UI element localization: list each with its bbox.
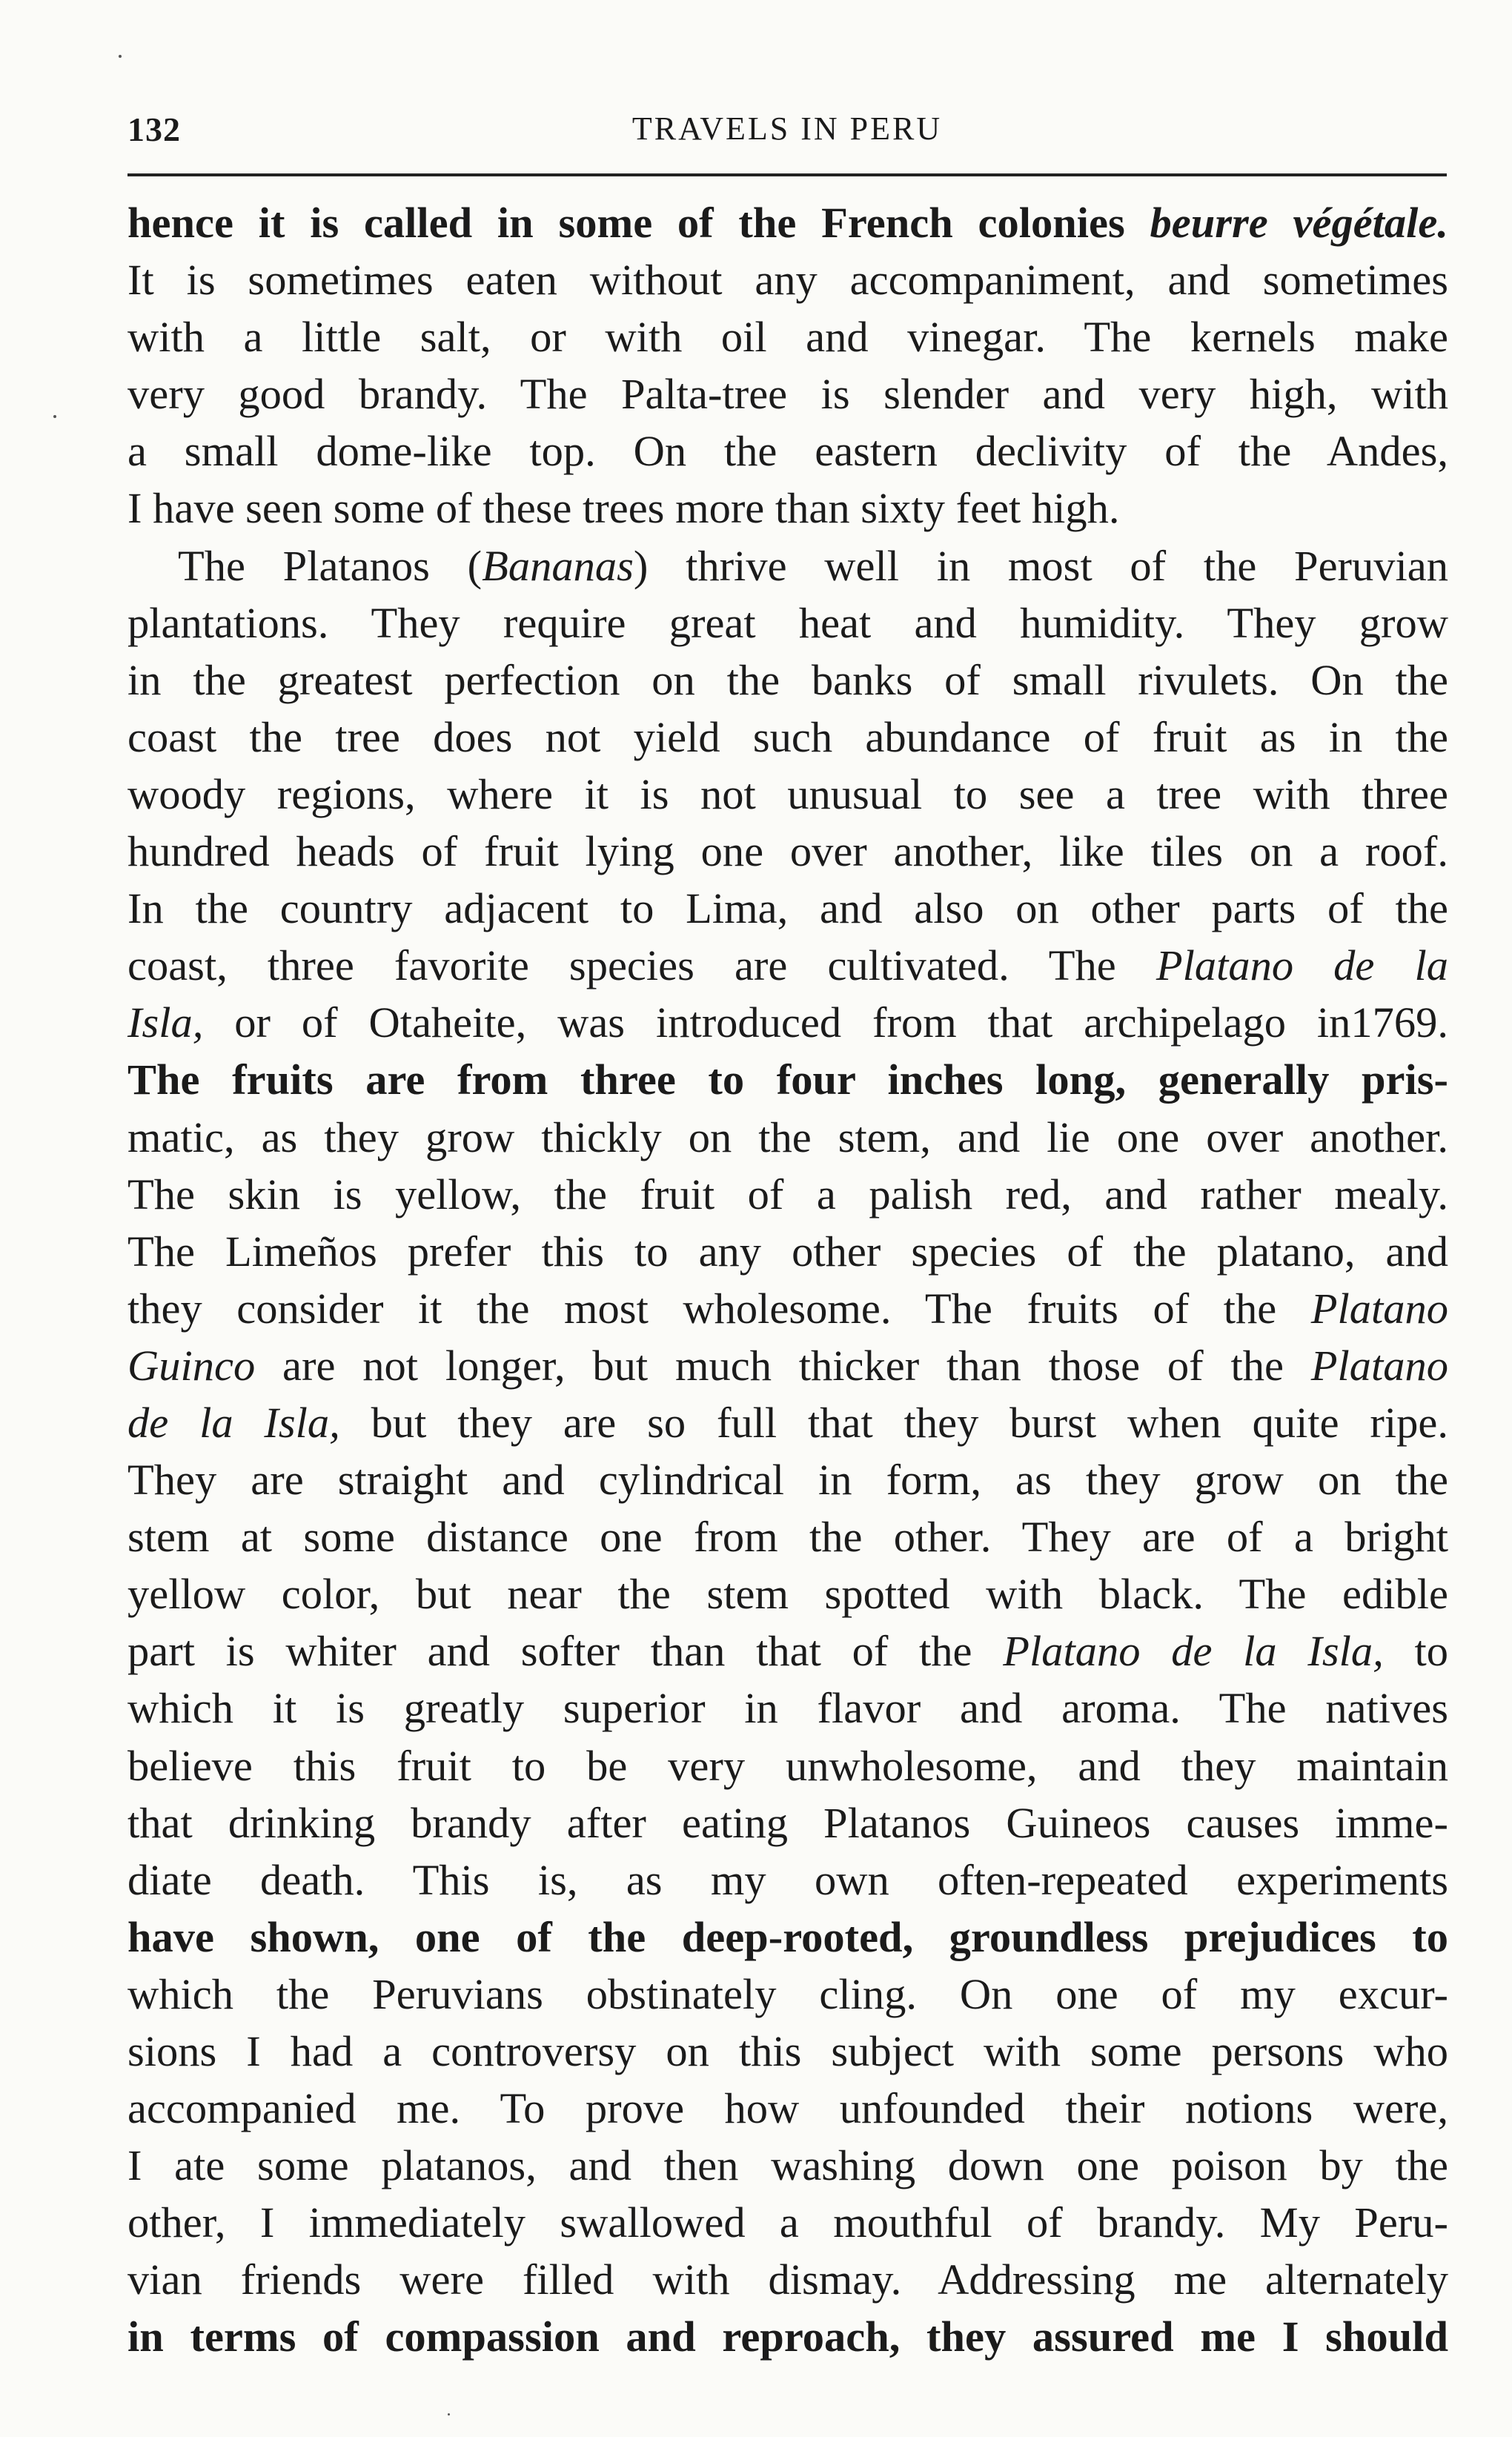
text-line: The fruits are from three to four inches long, generally pris- — [127, 1055, 1448, 1104]
text-line: part is whiter and softer than that of the Platano de la Isla, to — [127, 1627, 1448, 1676]
text-line: The skin is yellow, the fruit of a palish red, and rather mealy. — [127, 1170, 1448, 1218]
running-title: TRAVELS IN PERU — [631, 110, 943, 147]
paper-speck — [53, 415, 56, 418]
text-line: hundred heads of fruit lying one over another, like tiles on a roof. — [127, 827, 1448, 876]
text-line: in the greatest perfection on the banks of small rivulets. On the — [127, 655, 1448, 704]
text-line: Guinco are not longer, but much thicker than those of the Platano — [127, 1341, 1448, 1390]
text-line: believe this fruit to be very unwholesome, and they maintain — [127, 1741, 1448, 1790]
text-line: They are straight and cylindrical in form, as they grow on the — [127, 1456, 1448, 1505]
text-line: they consider it the most wholesome. The fruits of the Platano — [127, 1284, 1448, 1333]
text-line: which the Peruvians obstinately cling. On one of my excur- — [127, 1969, 1448, 2018]
text-line: in terms of compassion and reproach, they assured me I should — [127, 2312, 1448, 2361]
text-line: vian friends were filled with dismay. Addressing me alternately — [127, 2255, 1448, 2304]
text-line: that drinking brandy after eating Platanos Guineos causes imme- — [127, 1798, 1448, 1847]
text-line: plantations. They require great heat and humidity. They grow — [127, 598, 1448, 647]
page-header — [127, 110, 1447, 162]
body-text — [127, 194, 1448, 2366]
text-line: I ate some platanos, and then washing down one poison by the — [127, 2141, 1448, 2190]
text-line: woody regions, where it is not unusual to see a tree with three — [127, 769, 1448, 818]
text-line: sions I had a controversy on this subject with some persons who — [127, 2027, 1448, 2075]
text-line: coast the tree does not yield such abundance of fruit as in the — [127, 712, 1448, 761]
text-line: very good brandy. The Palta-tree is slender and very high, with — [127, 370, 1448, 419]
text-line: coast, three favorite species are cultivated. The Platano de la — [127, 941, 1448, 990]
header-rule — [127, 173, 1447, 176]
text-line: matic, as they grow thickly on the stem, and lie one over another. — [127, 1113, 1448, 1161]
text-line: which it is greatly superior in flavor and aroma. The natives — [127, 1684, 1448, 1733]
text-line: I have seen some of these trees more than sixty feet high. — [127, 484, 1120, 533]
text-line: stem at some distance one from the other. They are of a bright — [127, 1513, 1448, 1562]
text-line: a small dome-like top. On the eastern declivity of the Andes, — [127, 427, 1448, 476]
text-line: diate death. This is, as my own often-repeated experiments — [127, 1855, 1448, 1904]
paper-speck — [448, 2413, 450, 2416]
page-number: 132 — [127, 110, 181, 148]
text-line: It is sometimes eaten without any accompaniment, and sometimes — [127, 256, 1448, 305]
text-line: In the country adjacent to Lima, and also on other parts of the — [127, 884, 1448, 933]
text-line: have shown, one of the deep-rooted, groundless prejudices to — [127, 1912, 1448, 1961]
text-line: with a little salt, or with oil and vinegar. The kernels make — [127, 313, 1448, 362]
text-line: hence it is called in some of the French colonies beurre végétale. — [127, 199, 1449, 247]
text-line: yellow color, but near the stem spotted with black. The edible — [127, 1570, 1448, 1619]
text-line: other, I immediately swallowed a mouthful of brandy. My Peru- — [127, 2198, 1448, 2247]
text-line: The Limeños prefer this to any other species of the platano, and — [127, 1227, 1448, 1276]
paper-speck — [119, 55, 122, 58]
text-line: accompanied me. To prove how unfounded their notions were, — [127, 2084, 1448, 2133]
text-line: Isla, or of Otaheite, was introduced from that archipelago in1769. — [127, 998, 1448, 1047]
text-line: de la Isla, but they are so full that they burst when quite ripe. — [127, 1398, 1448, 1447]
text-line: The Platanos (Bananas) thrive well in most of the Peruvian — [178, 541, 1449, 590]
